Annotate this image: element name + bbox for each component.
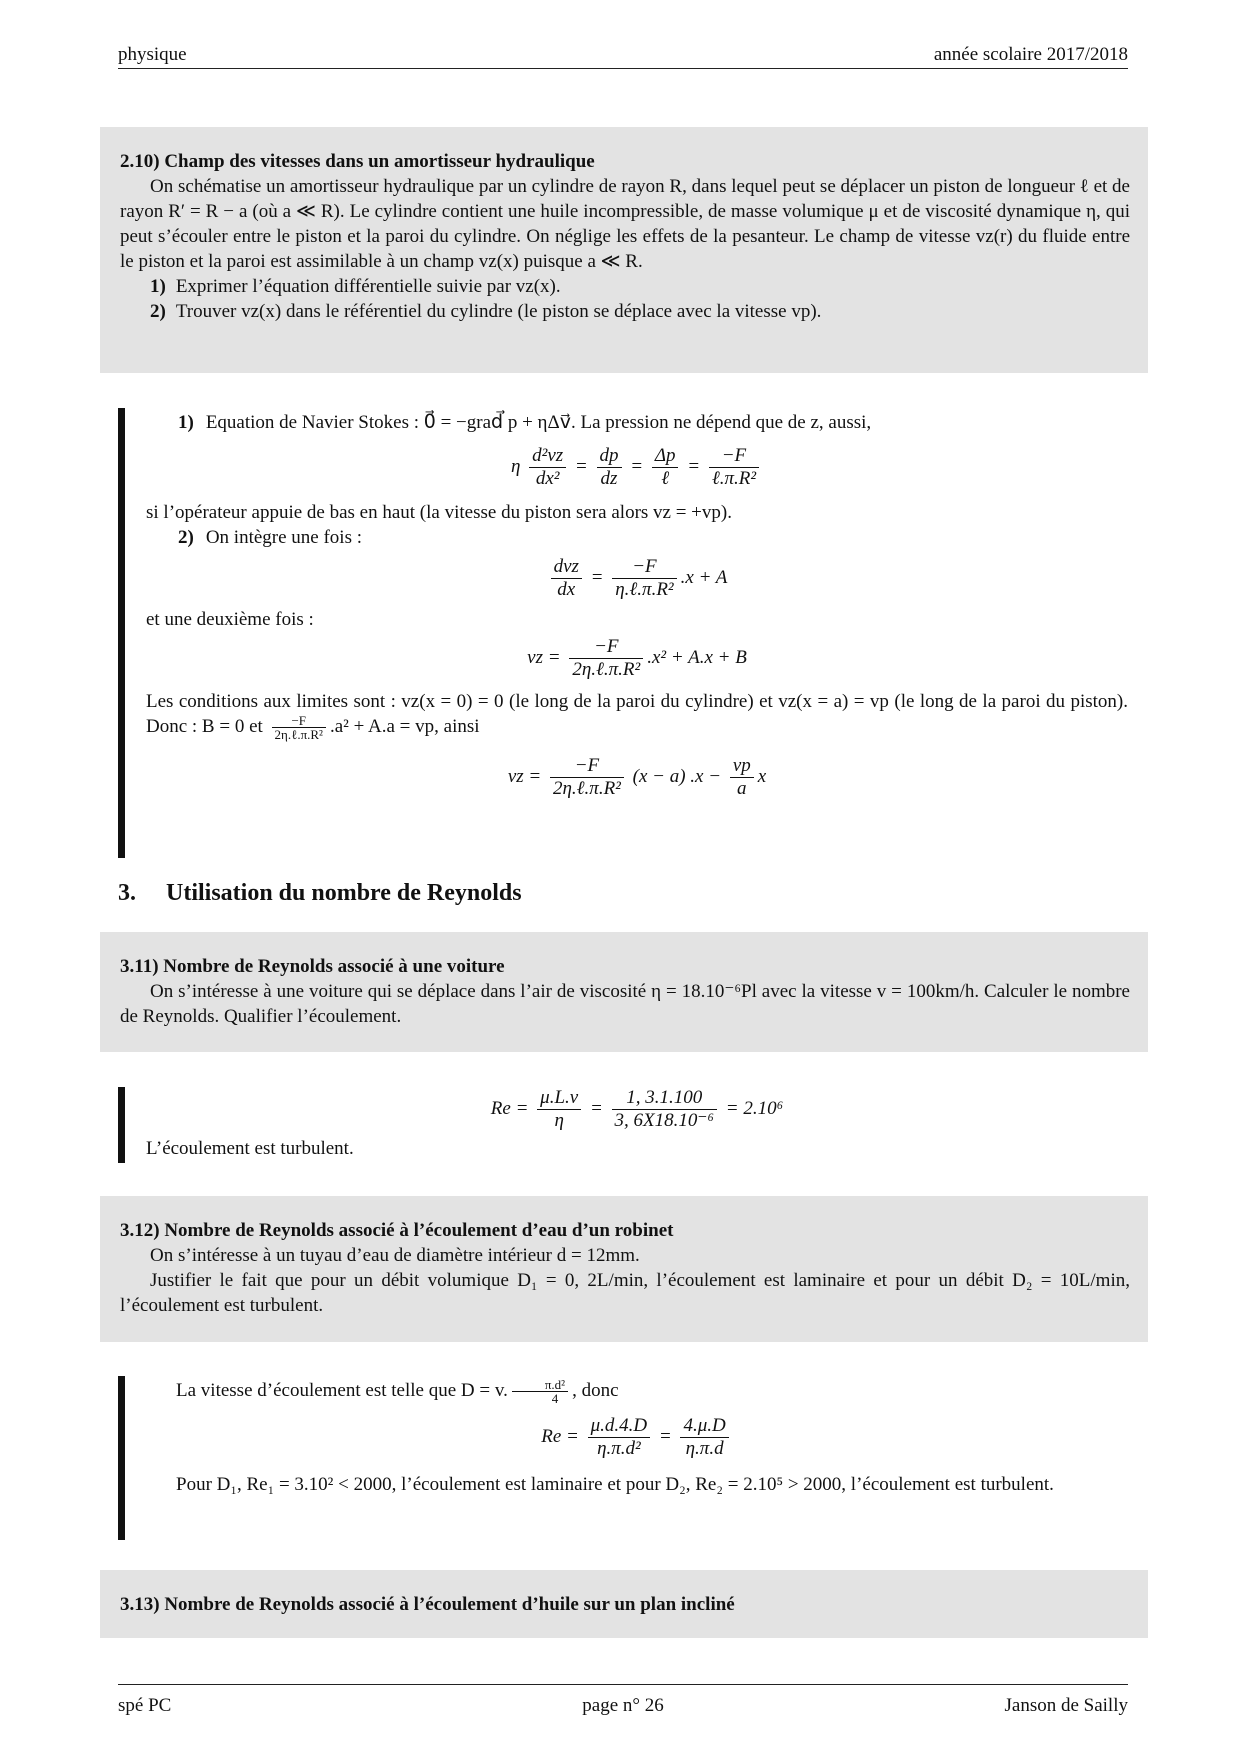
solution-2-10-note: si l’opérateur appuie de bas en haut (la vitesse du piston sera alors vz = +vp).	[146, 502, 732, 523]
exercise-2-10-statement: On schématise un amortisseur hydraulique par un cylindre de rayon R, dans lequel peut se déplacer un piston de longueur ℓ et de rayon R′ = R − a (où a ≪ R). Le cylindre contient une huile incompressible, de masse volumique μ et de viscosité dynamique η, qui peut s’écouler entre le piston et la paroi du cylindre. On néglige les effets de la pesanteur. Le champ de vitesse vz(r) du fluide entre le piston et la paroi est assimilable à un champ vz(x) puisque a ≪ R.	[120, 176, 1130, 272]
solution-2-10	[118, 408, 1128, 858]
solution-3-12-intro: La vitesse d’écoulement est telle que D = v. $\frac{\text{π.d²}}{4}$ , donc	[176, 1377, 619, 1407]
exercise-2-10-title: 2.10) Champ des vitesses dans un amortisseur hydraulique	[120, 151, 595, 172]
page-footer	[118, 1684, 1128, 1716]
solution-bar	[118, 1376, 125, 1540]
solution-3-12	[118, 1376, 1128, 1540]
solution-2-10-second: et une deuxième fois :	[146, 609, 314, 630]
section-3-heading: 3. Utilisation du nombre de Reynolds	[118, 880, 522, 906]
solution-2-10-step-2: 2) On intègre une fois :	[178, 527, 363, 548]
exercise-2-10-question-1: 1) Exprimer l’équation différentielle suivie par vz(x).	[150, 276, 561, 297]
exercise-2-10-box	[100, 127, 1148, 373]
solution-3-11	[118, 1087, 1128, 1163]
equation-reynolds-pipe: Re = $\frac{\mu.d.4.D}{\text{η.π.d²}}$ = $\frac{4.\mu.D}{\eta.\pi.d}$	[146, 1415, 1128, 1460]
equation-first-integration: $\frac{\text{dvz}}{dx}$ = $\frac{-F}{\text{η.ℓ.π.R²}}$ .x + A	[146, 556, 1128, 601]
exercise-3-11-title: 3.11) Nombre de Reynolds associé à une voiture	[120, 956, 505, 977]
footer-class: spé PC	[118, 1695, 172, 1716]
solution-3-11-conclusion: L’écoulement est turbulent.	[146, 1138, 354, 1159]
exercise-2-10-question-2: 2) Trouver vz(x) dans le référentiel du cylindre (le piston se déplace avec la vitesse vp).	[150, 301, 822, 322]
footer-school: Janson de Sailly	[1004, 1695, 1128, 1716]
solution-2-10-boundary: Les conditions aux limites sont : vz(x = 0) = 0 (le long de la paroi du cylindre) et vz(x = a) = vp (le long de la paroi du piston). Donc : B = 0 et $\frac{-F}{\text{2η.ℓ.π.R²}}$ .a² + A.a = vp, ainsi	[146, 691, 1128, 743]
exercise-3-12-line-2: Justifier le fait que pour un débit volumique D₁ = 0, 2L/min, l’écoulement est laminaire et pour un débit D₂ = 10L/min, l’écoulement est turbulent.	[120, 1270, 1130, 1316]
exercise-3-13-title: 3.13) Nombre de Reynolds associé à l’écoulement d’huile sur un plan incliné	[120, 1594, 735, 1615]
footer-page-number: page n° 26	[582, 1695, 664, 1716]
exercise-3-13-box	[100, 1570, 1148, 1638]
exercise-3-12-box	[100, 1196, 1148, 1342]
solution-bar	[118, 1087, 125, 1163]
exercise-3-12-title: 3.12) Nombre de Reynolds associé à l’écoulement d’eau d’un robinet	[120, 1220, 674, 1241]
solution-3-12-conclusion: Pour D₁, Re₁ = 3.10² < 2000, l’écoulement est laminaire et pour D₂, Re₂ = 2.10⁵ > 2000, l’écoulement est turbulent.	[176, 1474, 1054, 1496]
page-header	[118, 38, 1128, 69]
header-year: année scolaire 2017/2018	[933, 44, 1128, 65]
header-subject: physique	[118, 44, 187, 65]
solution-bar	[118, 408, 125, 858]
equation-second-integration: vz = $\frac{-F}{\text{2η.ℓ.π.R²}}$ .x² + A.x + B	[527, 636, 747, 680]
equation-velocity-profile: vz = $\frac{-F}{\text{2η.ℓ.π.R²}}$ (x − a) .x − $\frac{vp}{a}$ x	[507, 755, 767, 800]
exercise-3-11-statement: On s’intéresse à une voiture qui se déplace dans l’air de viscosité η = 18.10⁻⁶Pl avec la vitesse v = 100km/h. Calculer le nombre de Reynolds. Qualifier l’écoulement.	[120, 981, 1130, 1027]
exercise-3-11-box	[100, 932, 1148, 1052]
equation-reynolds-car: Re = $\frac{\mu.L.v}{\eta}$ = $\frac{1, 3.1.100}{\text{3, 6X18.10⁻⁶}}$ = 2.10⁶	[490, 1087, 784, 1131]
equation-navier-stokes: η $\frac{\text{d²vz}}{\text{dx²}}$ = $\frac{dp}{dz}$ = $\frac{\Delta p}{\text{ℓ}}$ = $\frac{-F}{\text{ℓ.π.R²}}$	[146, 445, 1128, 490]
solution-2-10-step-1: 1) Equation de Navier Stokes : 0⃗ = −grad⃗ p + ηΔv⃗. La pression ne dépend que de z, aussi,	[178, 412, 872, 433]
exercise-3-12-line-1: On s’intéresse à un tuyau d’eau de diamètre intérieur d = 12mm.	[150, 1245, 640, 1266]
